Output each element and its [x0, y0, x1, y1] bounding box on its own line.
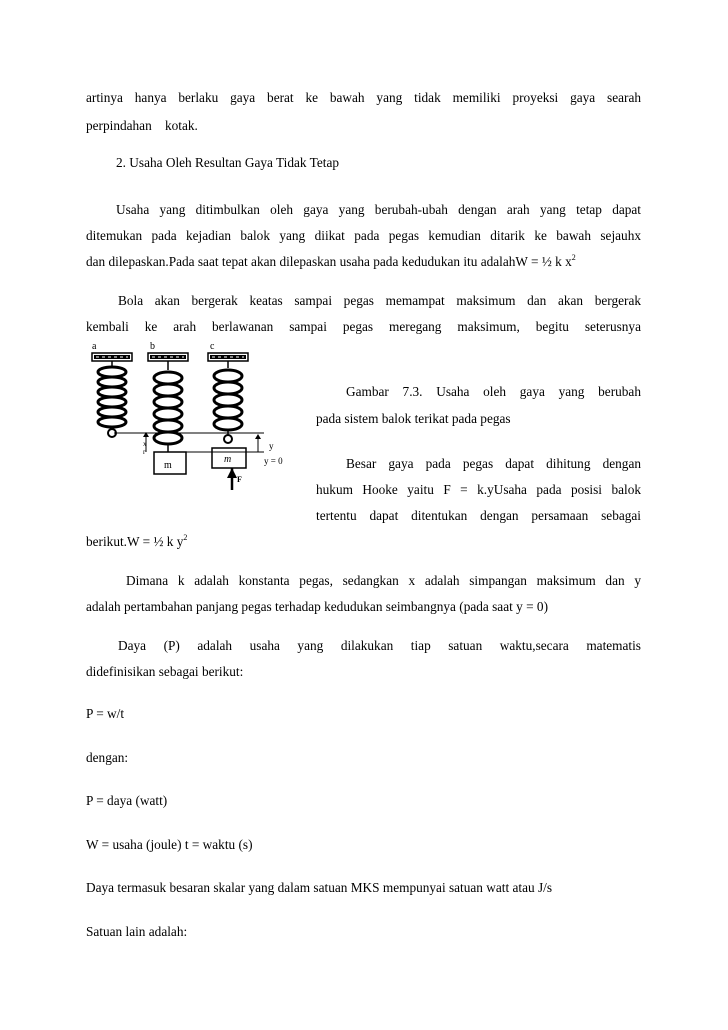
figure-caption-line-2: pada sistem balok terikat pada pegas: [316, 411, 511, 426]
spring-b: [154, 361, 182, 452]
label-y: y: [269, 441, 274, 451]
paragraph-4: [86, 534, 641, 550]
section-heading: 2. Usaha Oleh Resultan Gaya Tidak Tetap: [116, 155, 339, 170]
mass-label-b: m: [164, 460, 172, 471]
paragraph-2-line-3: [86, 254, 641, 270]
mass-label-c: m: [224, 454, 232, 465]
paragraph-2-line-1: Usaha yang ditimbulkan oleh gaya yang berubah-ubah dengan arah yang tetap dapat: [116, 202, 641, 217]
paragraph-6-line-2: didefinisikan sebagai berikut:: [86, 664, 244, 679]
side-paragraph-line-1: Besar gaya pada pegas dapat dihitung dengan: [346, 456, 641, 471]
spring-block-figure: [86, 340, 308, 510]
figure-label-a: a: [92, 341, 97, 352]
side-paragraph-line-2: hukum Hooke yaitu F = k.yUsaha pada posisi balok: [316, 482, 641, 497]
ceiling-plate-b: [148, 353, 188, 361]
spring-a: [98, 361, 126, 437]
power-formula: P = w/t: [86, 706, 125, 721]
superscript-2: 2: [571, 253, 576, 262]
label-f: r: [143, 448, 146, 456]
paragraph-8: Satuan lain adalah:: [86, 924, 188, 939]
displacement-y-arrow: [255, 434, 261, 452]
figure-caption-line-1: Gambar 7.3. Usaha oleh gaya yang berubah: [346, 384, 641, 399]
label-y-equals-0: y = 0: [264, 456, 283, 466]
paragraph-1-line-2: perpindahan kotak.: [86, 118, 198, 133]
work-formula-x: dan dilepaskan.Pada saat tepat akan dilepaskan usaha pada kedudukan itu adalahW = ½ k x: [86, 254, 572, 269]
paragraph-5-line-1: Dimana k adalah konstanta pegas, sedangkan x adalah simpangan maksimum dan y: [126, 573, 641, 588]
paragraph-7: Daya termasuk besaran skalar yang dalam satuan MKS mempunyai satuan watt atau J/s: [86, 880, 552, 895]
ceiling-plate-c: [208, 353, 248, 361]
label-force-f: F: [237, 475, 242, 484]
paragraph-2-line-2: ditemukan pada kejadian balok yang diikat pada pegas kemudian ditarik ke bawah sejauhx: [86, 228, 641, 243]
dengan-label: dengan:: [86, 750, 129, 765]
ceiling-plate-a: [92, 353, 132, 361]
spring-c: [214, 361, 242, 443]
superscript-2-y: 2: [183, 533, 188, 542]
label-x: x: [143, 440, 147, 448]
definition-work-time: W = usaha (joule) t = waktu (s): [86, 837, 253, 852]
force-f-arrow: [227, 468, 237, 490]
paragraph-5-line-2: adalah pertambahan panjang pegas terhadap kedudukan seimbangnya (pada saat y = 0): [86, 599, 548, 614]
definition-power: P = daya (watt): [86, 793, 168, 808]
paragraph-3-line-1: Bola akan bergerak keatas sampai pegas memampat maksimum dan akan bergerak: [118, 293, 641, 308]
paragraph-3-line-2: kembali ke arah berlawanan sampai pegas meregang maksimum, begitu seterusnya: [86, 319, 641, 334]
paragraph-1-line-1: artinya hanya berlaku gaya berat ke bawah yang tidak memiliki proyeksi gaya searah: [86, 90, 641, 105]
figure-label-b: b: [150, 341, 155, 352]
paragraph-6-line-1: Daya (P) adalah usaha yang dilakukan tiap satuan waktu,secara matematis: [118, 638, 641, 653]
side-paragraph-line-3: tertentu dapat ditentukan dengan persamaan sebagai: [316, 508, 641, 523]
figure-label-c: c: [210, 341, 215, 352]
work-formula-y: berikut.W = ½ k y: [86, 534, 184, 549]
